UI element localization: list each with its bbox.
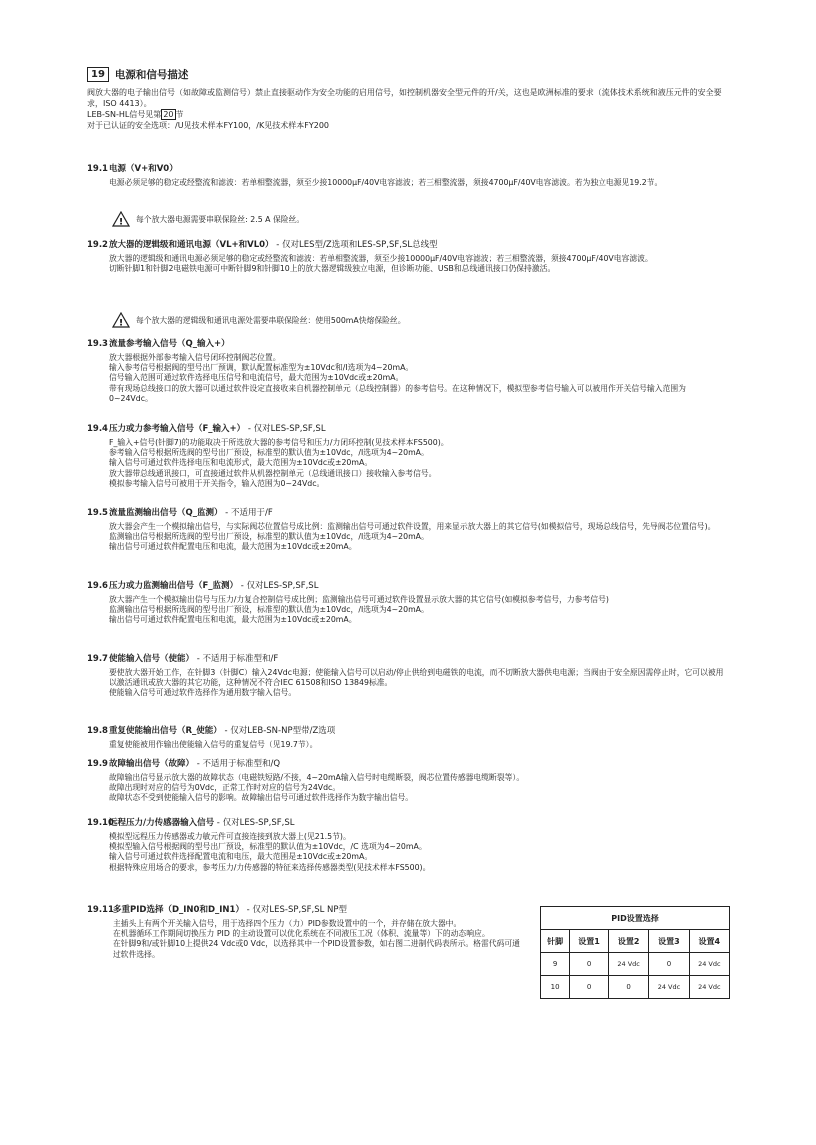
section-number: 19.1: [87, 164, 108, 174]
section-note: - 仅对LES-SP,SF,SL: [245, 424, 326, 434]
section-paragraph: 故障出现时对应的信号为0Vdc，正常工作时对应的信号为24Vdc。: [109, 783, 341, 793]
section-title: 压力或力监测输出信号（F_监测）: [109, 581, 239, 591]
warning-text: 每个放大器电源需要串联保险丝: 2.5 A 保险丝。: [136, 214, 305, 224]
section-title: 故障输出信号（故障）: [109, 759, 195, 769]
chapter-number: 19: [87, 67, 109, 82]
pid-table-cell: 0: [570, 953, 609, 976]
section-19-5: [87, 508, 727, 553]
section-paragraph: 故障状态不受到使能输入信号的影响。故障输出信号可通过软件选择作为数字输出信号。: [109, 793, 414, 803]
intro-line-3: 对于已认证的安全选项：/U见技术样本FY100，/K见技术样本FY200: [87, 121, 330, 130]
section-paragraph: 模拟型远程压力传感器或力敏元件可直接连接到放大器上(见21.5节)。: [109, 832, 351, 841]
svg-text:!: !: [118, 217, 124, 227]
table-row: [541, 953, 730, 976]
section-paragraph: 在针脚9和/或针脚10上提供24 Vdc或0 Vdc，以选择其中一个PID设置参数，如右图二进制代码表所示。格雷代码可通过软件选择。: [113, 939, 520, 959]
pid-table-cell: 9: [541, 953, 570, 976]
intro-line-1: 阀放大器的电子输出信号（如故障或监测信号）禁止直接驱动作为安全功能的启用信号，如控制机器安全型元件的开/关，这也是欧洲标准的要求（流体技术系统和液压元件的安全要求，ISO 4413）。: [87, 88, 722, 108]
pid-table-cell: 0: [649, 953, 689, 976]
section-title: 放大器的逻辑级和通讯电源（VL+和VL0）: [109, 240, 274, 250]
section-number: 19.7: [87, 654, 108, 664]
warning-triangle-icon: [112, 211, 130, 227]
section-19-6: [87, 581, 727, 626]
section-19-4: [87, 424, 727, 489]
intro-line-2-post: 节: [175, 110, 184, 119]
section-19-8: [87, 726, 727, 750]
section-title: 压力或力参考输入信号（F_输入+）: [109, 424, 246, 434]
pid-table-header: 设置1: [570, 930, 609, 953]
pid-table-header: 针脚: [541, 930, 570, 953]
pid-table-header: 设置2: [608, 930, 648, 953]
section-paragraph: 在机器循环工作期间切换压力 PID 的主动设置可以优化系统在不同液压工况（体积、流量等）下的动态响应。: [113, 929, 490, 939]
section-paragraph: 要使放大器开始工作，在针脚3（针脚C）输入24Vdc电源；使能输入信号可以启动/停止供给到电磁铁的电流，而不切断放大器供电电源；当阀由于安全原因需停止时，它可以被用以激活通讯或放大器的其它功能，这种情况不符合IEC 61508和ISO 13849标准。: [109, 668, 724, 688]
section-paragraph: F_输入+信号(针脚7)的功能取决于所选放大器的参考信号和压力/力闭环控制(见技术样本FS500)。: [109, 438, 449, 447]
section-paragraph: 参考输入信号根据所选阀的型号出厂预设，标准型的默认值为±10Vdc，/I选项为4~20mA。: [109, 448, 429, 458]
pid-table-header-row: [541, 930, 730, 953]
section-number: 19.10: [87, 818, 114, 828]
section-number: 19.11: [87, 905, 114, 915]
section-paragraph: 使能输入信号可通过软件选择作为通用数字输入信号。: [109, 688, 297, 698]
section-paragraph: 输出信号可通过软件配置电压和电流，最大范围为±10Vdc或±20mA。: [109, 542, 357, 552]
section-number: 19.9: [87, 759, 108, 769]
section-title: 使能输入信号（使能）: [109, 654, 195, 664]
warning-note-1: [112, 211, 304, 227]
section-note: - 仅对LES型/Z选项和LES-SP,SF,SL总线型: [273, 240, 438, 250]
warning-note-2: [112, 312, 406, 328]
section-paragraph: 信号输入范围可通过软件选择电压信号和电流信号，最大范围为±10Vdc或±20mA。: [109, 373, 404, 383]
section-19-3: [87, 339, 727, 404]
section-title: 流量监测输出信号（Q_监测）: [109, 508, 223, 518]
pid-table-cell: 10: [541, 976, 570, 999]
section-number: 19.5: [87, 508, 108, 518]
pid-table-title: PID设置选择: [541, 907, 730, 930]
intro-line-2-pre: LEB-SN-HL信号见第: [87, 110, 162, 119]
pid-table-cell: 0: [570, 976, 609, 999]
section-paragraph: 输出信号可通过软件配置电压和电流，最大范围为±10Vdc或±20mA。: [109, 615, 357, 625]
section-19-10: [87, 818, 727, 873]
pid-table-cell: 0: [608, 976, 648, 999]
pid-table-cell: 24 Vdc: [608, 953, 648, 976]
section-ref-box: 20: [163, 110, 174, 119]
section-note: - 不适用于标准型和/Q: [194, 759, 281, 769]
warning-text: 每个放大器的逻辑级和通讯电源处需要串联保险丝：使用500mA快熔保险丝。: [136, 315, 406, 325]
section-paragraph: 故障输出信号显示放大器的故障状态（电磁铁短路/不接，4~20mA输入信号时电缆断裂，阀芯位置传感器电缆断裂等）。: [109, 773, 525, 782]
section-title: 多重PID选择（D_IN0和D_IN1）: [113, 905, 244, 915]
section-title: 远程压力/力传感器输入信号: [109, 818, 215, 828]
section-paragraph: 电源必须足够的稳定或经整流和滤波：若单相整流器，须至少接10000μF/40V电容滤波；若三相整流器，须接4700μF/40V电容滤波。若为独立电源见19.2节。: [109, 178, 663, 187]
section-number: 19.2: [87, 240, 108, 250]
section-paragraph: 输入参考信号根据阀的型号出厂预调，默认配置标准型为±10Vdc和/I选项为4~20mA。: [109, 363, 414, 373]
section-paragraph: 输入信号可通过软件选择配置电流和电压，最大范围是±10Vdc或±20mA。: [109, 852, 373, 862]
section-number: 19.3: [87, 339, 108, 349]
section-paragraph: 主插头上有两个开关输入信号，用于选择四个压力（力）PID参数设置中的一个，并存储在放大器中。: [113, 919, 462, 928]
section-title: 重复使能输出信号（R_使能）: [109, 726, 222, 736]
section-title: 电源（V+和V0）: [109, 164, 178, 174]
section-paragraph: 模拟型输入信号根据阀的型号出厂预设，标准型的默认值为±10Vdc，/C 选项为4~20mA。: [109, 842, 427, 852]
section-paragraph: 模拟参考输入信号可被用于开关指令，输入范围为0~24Vdc。: [109, 478, 325, 488]
pid-table-cell: 24 Vdc: [649, 976, 689, 999]
section-paragraph: 放大器根据外部参考输入信号闭环控制阀芯位置。: [109, 353, 281, 362]
section-19-9: [87, 759, 727, 804]
section-paragraph: 重复使能被用作输出使能输入信号的重复信号（见19.7节）。: [109, 740, 318, 749]
section-paragraph: 放大器带总线通讯接口，可直接通过软件从机器控制单元（总线通讯接口）接收输入参考信号。: [109, 468, 437, 478]
pid-table-header: 设置3: [649, 930, 689, 953]
section-paragraph: 监测输出信号根据所选阀的型号出厂预设，标准型的默认值为±10Vdc，/I选项为4~20mA。: [109, 605, 429, 615]
section-paragraph: 带有现场总线接口的放大器可以通过软件设定直接收来自机器控制单元（总线控制器）的参考信号。在这种情况下，模拟型参考信号输入可以被用作开关信号输入范围为0~24Vdc。: [109, 383, 686, 403]
section-paragraph: 切断针脚1和针脚2电磁铁电源可中断针脚9和针脚10上的放大器逻辑级独立电源，但诊断功能、USB和总线通讯接口仍保持激活。: [109, 264, 556, 274]
pid-settings-table: [540, 906, 730, 999]
section-19-2: [87, 240, 727, 274]
section-paragraph: 监测输出信号根据所选阀的型号出厂预设，标准型的默认值为±10Vdc，/I选项为4~20mA。: [109, 532, 429, 542]
section-note: - 仅对LEB-SN-NP型带/Z选项: [221, 726, 336, 736]
pid-table-header: 设置4: [689, 930, 729, 953]
section-number: 19.4: [87, 424, 108, 434]
intro-line-2: [87, 109, 727, 120]
section-paragraph: 放大器产生一个模拟输出信号与压力/力复合控制信号成比例；监测输出信号可通过软件设置显示放大器的其它信号(如模拟参考信号，力参考信号): [109, 595, 609, 604]
section-title: 流量参考输入信号（Q_输入+）: [109, 339, 230, 349]
pid-table-cell: 24 Vdc: [689, 953, 729, 976]
section-paragraph: 输入信号可通过软件选择电压和电流形式，最大范围为±10Vdc或±20mA。: [109, 458, 373, 468]
section-note: - 不适用于/F: [222, 508, 273, 518]
intro-text: [87, 87, 727, 131]
section-note: - 仅对LES-SP,SF,SL: [214, 818, 295, 828]
section-number: 19.6: [87, 581, 108, 591]
warning-triangle-icon: [112, 312, 130, 328]
section-note: - 仅对LES-SP,SF,SL: [238, 581, 319, 591]
svg-text:!: !: [118, 318, 124, 328]
section-paragraph: 放大器的逻辑级和通讯电源必须足够的稳定或经整流和滤波：若单相整流器，须至少接10000μF/40V电容滤波；若三相整流器，须接4700μF/40V电容滤波。: [109, 254, 653, 263]
chapter-title: 电源和信号描述: [114, 69, 189, 81]
section-19-1: [87, 164, 727, 188]
section-19-7: [87, 654, 727, 699]
section-19-11: [87, 905, 527, 960]
chapter-header: [87, 67, 188, 82]
section-note: - 仅对LES-SP,SF,SL NP型: [243, 905, 348, 915]
section-number: 19.8: [87, 726, 108, 736]
section-paragraph: 放大器会产生一个模拟输出信号，与实际阀芯位置信号成比例：监测输出信号可通过软件设置，用来显示放大器上的其它信号(如模拟信号，现场总线信号，先导阀芯位置信号)。: [109, 522, 716, 531]
pid-table-cell: 24 Vdc: [689, 976, 729, 999]
section-paragraph: 根据特殊应用场合的要求，参考压力/力传感器的特征来选择传感器类型(见技术样本FS500)。: [109, 862, 431, 872]
table-row: [541, 976, 730, 999]
section-note: - 不适用于标准型和/F: [194, 654, 279, 664]
